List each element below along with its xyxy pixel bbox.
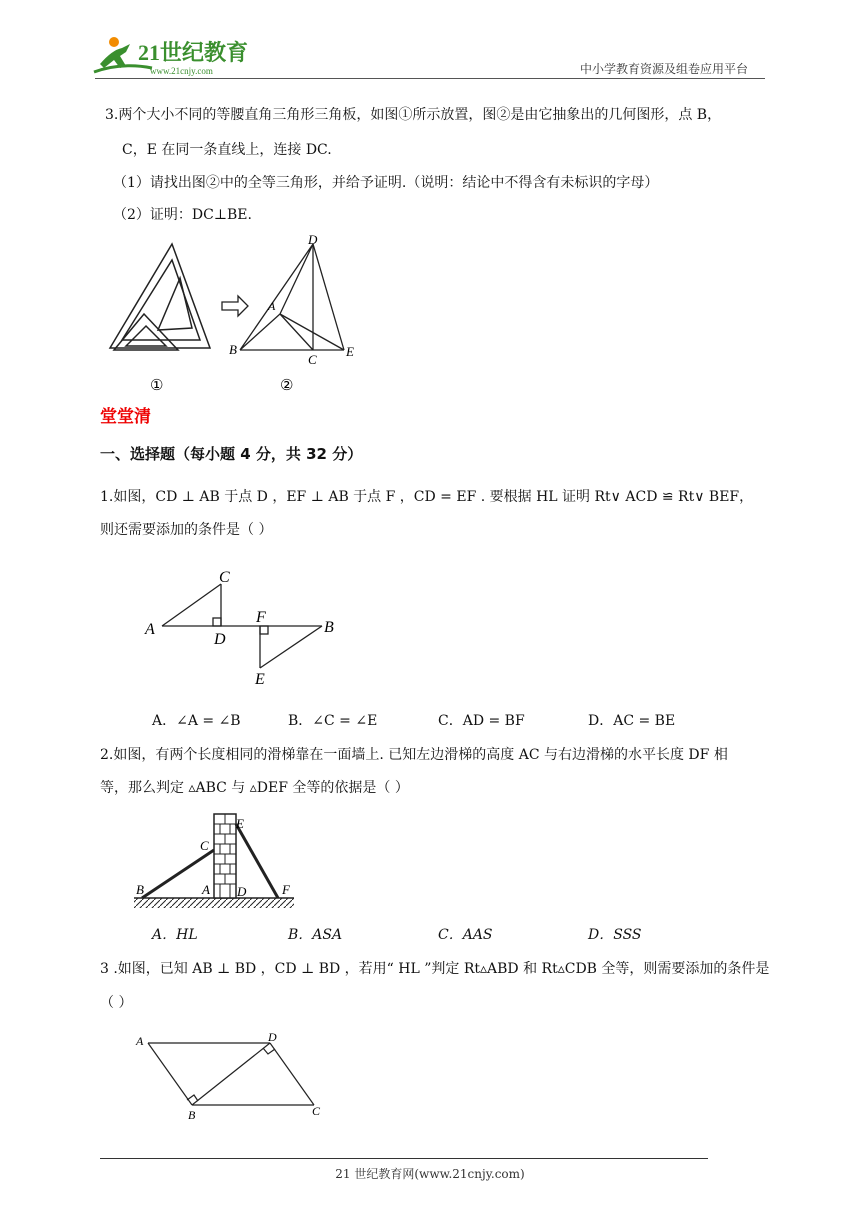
q1-option-d[interactable]: D．AC = BE [588,713,676,729]
fig2-label-d: D [308,232,318,247]
fig2-label-a: A [268,299,276,313]
fig2-label-b: B [229,342,237,357]
q1-option-c[interactable]: C．AD = BF [438,713,525,729]
q2-label-e: E [236,816,244,831]
q1-line2: 则还需要添加的条件是（ ） [100,522,273,538]
footer-divider [100,1158,708,1159]
q1-label-f: F [256,609,266,626]
q3-parallelogram-figure [130,1025,330,1130]
q1-label-b: B [324,619,334,636]
figure-2-geometry [240,244,344,350]
q1-option-a[interactable]: A．∠A = ∠B [152,713,241,729]
brick-wall [214,814,236,898]
figure-1-boards [110,244,210,350]
q1-label-c: C [219,569,230,586]
q3-label-b: B [188,1108,196,1122]
q3-top-part1: （1）请找出图②中的全等三角形，并给予证明.（说明：结论中不得含有未标识的字母） [113,175,659,191]
triangle-board-figures [100,230,370,400]
q3-label-d: D [268,1030,277,1044]
q2-line2: 等，那么判定 ▵ABC 与 ▵DEF 全等的依据是（ ） [100,780,409,796]
logo-text: 21世纪教育 [138,40,249,65]
q1-label-e: E [255,671,265,688]
fig1-caption: ① [150,378,164,394]
section-title: 堂堂清 [100,407,151,427]
q2-line1: 2.如图，有两个长度相同的滑梯靠在一面墙上. 已知左边滑梯的高度 AC 与右边滑梯的水平长度 DF 相 [100,747,728,763]
q3-top-line2: C，E 在同一条直线上，连接 DC. [122,142,332,158]
fig2-caption: ② [280,378,294,394]
q2-label-d: D [237,884,247,899]
q2-label-c: C [200,838,209,853]
ground [134,898,294,908]
q1-label-d: D [214,631,226,648]
q2-slide-figure [130,810,300,914]
q2-label-f: F [282,882,290,897]
q2-label-a: A [202,882,210,897]
part-title: 一、选择题（每小题 4 分，共 32 分） [100,445,363,463]
q2-option-c[interactable]: C．AAS [438,927,493,943]
q1-line1: 1.如图，CD ⊥ AB 于点 D ，EF ⊥ AB 于点 F ，CD = EF . 要根据 HL 证明 Rt∨ ACD ≌ Rt∨ BEF， [100,489,754,505]
q2-option-b[interactable]: B．ASA [288,927,343,943]
fig2-label-e: E [346,344,354,359]
site-logo [92,34,262,78]
fig2-label-c: C [308,352,317,367]
q2-option-a[interactable]: A．HL [152,927,198,943]
header-divider [95,78,765,79]
q3-label-c: C [312,1104,321,1118]
q3-label-a: A [136,1034,144,1048]
q1-option-b[interactable]: B．∠C = ∠E [288,713,378,729]
q1-figure [140,562,350,692]
q1-label-a: A [145,621,155,638]
arrow-right-icon [222,296,248,316]
runner-logo-icon [92,34,262,78]
q3-line2: （ ） [100,995,133,1011]
platform-name: 中小学教育资源及组卷应用平台 [580,62,749,76]
q3-top-line1: 3.两个大小不同的等腰直角三角形三角板，如图①所示放置，图②是由它抽象出的几何图形，点 B， [105,107,722,123]
logo-url: www.21cnjy.com [150,66,213,76]
q3-top-part2: （2）证明：DC⊥BE. [113,207,252,223]
q2-label-b: B [136,882,144,897]
q2-option-d[interactable]: D．SSS [588,927,642,943]
q3-line1: 3 .如图，已知 AB ⊥ BD ，CD ⊥ BD ，若用“ HL ”判定 Rt▵ABD 和 Rt▵CDB 全等，则需要添加的条件是 [100,961,770,977]
footer-text[interactable]: 21 世纪教育网(www.21cnjy.com) [335,1167,525,1181]
